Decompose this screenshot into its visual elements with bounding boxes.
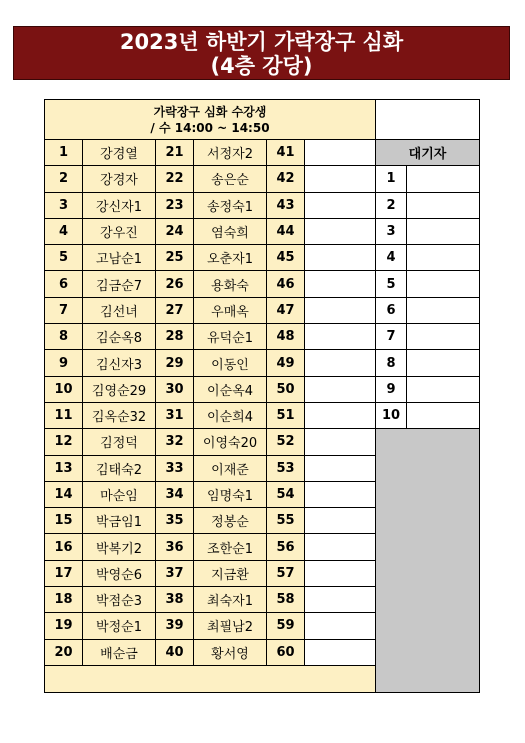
student-name-empty: [305, 508, 376, 534]
seat-number: 10: [45, 376, 83, 402]
seat-number: 17: [45, 560, 83, 586]
student-name: 김순옥8: [83, 324, 156, 350]
table-row: [45, 324, 480, 350]
student-name: 최숙자1: [194, 587, 267, 613]
seat-number: 36: [156, 534, 194, 560]
student-name: 강신자1: [83, 192, 156, 218]
seat-number: 30: [156, 376, 194, 402]
seat-number: 8: [45, 324, 83, 350]
waitlist-number: 8: [376, 350, 407, 376]
waitlist-header-spacer: [376, 100, 480, 140]
seat-number: 4: [45, 218, 83, 244]
seat-number: 56: [267, 534, 305, 560]
seat-number: 7: [45, 297, 83, 323]
student-name-empty: [305, 639, 376, 665]
waitlist-name-empty: [407, 245, 480, 271]
seat-number: 28: [156, 324, 194, 350]
seat-number: 5: [45, 245, 83, 271]
waitlist-title: 대기자: [376, 140, 480, 166]
student-name: 마순임: [83, 481, 156, 507]
title-banner: [13, 26, 510, 80]
seat-number: 14: [45, 481, 83, 507]
table-row: [45, 271, 480, 297]
student-name: 정봉순: [194, 508, 267, 534]
seat-number: 12: [45, 429, 83, 455]
seat-number: 54: [267, 481, 305, 507]
student-name: 조한순1: [194, 534, 267, 560]
roster-table: [44, 99, 480, 693]
student-name: 김옥순32: [83, 402, 156, 428]
student-name: 최필남2: [194, 613, 267, 639]
table-row: [45, 402, 480, 428]
student-name: 지금환: [194, 560, 267, 586]
student-name: 우매옥: [194, 297, 267, 323]
seat-number: 42: [267, 166, 305, 192]
seat-number: 23: [156, 192, 194, 218]
title-line-2: (4층 강당): [210, 54, 313, 78]
student-name-empty: [305, 613, 376, 639]
seat-number: 25: [156, 245, 194, 271]
student-name-empty: [305, 560, 376, 586]
table-row: [45, 245, 480, 271]
student-name: 박점순3: [83, 587, 156, 613]
student-name-empty: [305, 245, 376, 271]
student-name-empty: [305, 324, 376, 350]
seat-number: 51: [267, 402, 305, 428]
footer-cell: [45, 665, 376, 692]
waitlist-gray-area: [376, 429, 480, 693]
student-name: 이재준: [194, 455, 267, 481]
title-line-1: 2023년 하반기 가락장구 심화: [119, 30, 404, 54]
seat-number: 31: [156, 402, 194, 428]
student-name: 강경열: [83, 140, 156, 166]
waitlist-number: 6: [376, 297, 407, 323]
student-name: 송은순: [194, 166, 267, 192]
student-name: 송정숙1: [194, 192, 267, 218]
seat-number: 39: [156, 613, 194, 639]
waitlist-name-empty: [407, 192, 480, 218]
seat-number: 45: [267, 245, 305, 271]
waitlist-name-empty: [407, 166, 480, 192]
student-name-empty: [305, 402, 376, 428]
seat-number: 19: [45, 613, 83, 639]
seat-number: 21: [156, 140, 194, 166]
student-name: 용화숙: [194, 271, 267, 297]
waitlist-number: 3: [376, 218, 407, 244]
seat-number: 15: [45, 508, 83, 534]
student-name: 황서영: [194, 639, 267, 665]
seat-number: 1: [45, 140, 83, 166]
seat-number: 32: [156, 429, 194, 455]
waitlist-name-empty: [407, 324, 480, 350]
waitlist-number: 4: [376, 245, 407, 271]
student-name: 이순희4: [194, 402, 267, 428]
seat-number: 53: [267, 455, 305, 481]
student-name-empty: [305, 271, 376, 297]
student-name-empty: [305, 297, 376, 323]
student-name-empty: [305, 166, 376, 192]
table-row: [45, 140, 480, 166]
student-name: 박정순1: [83, 613, 156, 639]
waitlist-name-empty: [407, 218, 480, 244]
student-name: 염숙희: [194, 218, 267, 244]
waitlist-name-empty: [407, 350, 480, 376]
seat-number: 40: [156, 639, 194, 665]
student-name: 김정덕: [83, 429, 156, 455]
seat-number: 41: [267, 140, 305, 166]
student-name: 서정자2: [194, 140, 267, 166]
student-name: 유덕순1: [194, 324, 267, 350]
student-name: 배순금: [83, 639, 156, 665]
student-name: 김금순7: [83, 271, 156, 297]
student-name: 임명숙1: [194, 481, 267, 507]
seat-number: 26: [156, 271, 194, 297]
seat-number: 24: [156, 218, 194, 244]
student-name-empty: [305, 429, 376, 455]
waitlist-number: 2: [376, 192, 407, 218]
roster-header-line-1: 가락장구 심화 수강생: [153, 104, 267, 119]
seat-number: 6: [45, 271, 83, 297]
student-name-empty: [305, 534, 376, 560]
table-row: [45, 166, 480, 192]
seat-number: 48: [267, 324, 305, 350]
student-name-empty: [305, 455, 376, 481]
table-row: [45, 192, 480, 218]
seat-number: 35: [156, 508, 194, 534]
student-name: 김태숙2: [83, 455, 156, 481]
student-name: 이순옥4: [194, 376, 267, 402]
waitlist-number: 10: [376, 402, 407, 428]
student-name-empty: [305, 481, 376, 507]
seat-number: 33: [156, 455, 194, 481]
table-row: [45, 350, 480, 376]
waitlist-number: 5: [376, 271, 407, 297]
seat-number: 2: [45, 166, 83, 192]
seat-number: 44: [267, 218, 305, 244]
waitlist-number: 9: [376, 376, 407, 402]
student-name-empty: [305, 192, 376, 218]
seat-number: 20: [45, 639, 83, 665]
seat-number: 47: [267, 297, 305, 323]
seat-number: 57: [267, 560, 305, 586]
table-row: [45, 297, 480, 323]
waitlist-name-empty: [407, 402, 480, 428]
seat-number: 52: [267, 429, 305, 455]
student-name: 박금임1: [83, 508, 156, 534]
seat-number: 18: [45, 587, 83, 613]
seat-number: 55: [267, 508, 305, 534]
student-name-empty: [305, 587, 376, 613]
waitlist-name-empty: [407, 297, 480, 323]
seat-number: 11: [45, 402, 83, 428]
student-name: 강우진: [83, 218, 156, 244]
student-name: 이영숙20: [194, 429, 267, 455]
student-name-empty: [305, 218, 376, 244]
student-name-empty: [305, 350, 376, 376]
student-name: 고남순1: [83, 245, 156, 271]
seat-number: 9: [45, 350, 83, 376]
student-name: 김선녀: [83, 297, 156, 323]
seat-number: 50: [267, 376, 305, 402]
table-row: [45, 218, 480, 244]
seat-number: 60: [267, 639, 305, 665]
seat-number: 58: [267, 587, 305, 613]
waitlist-number: 7: [376, 324, 407, 350]
seat-number: 34: [156, 481, 194, 507]
seat-number: 29: [156, 350, 194, 376]
seat-number: 59: [267, 613, 305, 639]
seat-number: 49: [267, 350, 305, 376]
seat-number: 13: [45, 455, 83, 481]
student-name: 박복기2: [83, 534, 156, 560]
waitlist-name-empty: [407, 376, 480, 402]
seat-number: 27: [156, 297, 194, 323]
seat-number: 38: [156, 587, 194, 613]
student-name: 박영순6: [83, 560, 156, 586]
roster-header: [45, 100, 376, 140]
student-name: 강경자: [83, 166, 156, 192]
seat-number: 16: [45, 534, 83, 560]
table-row: [45, 429, 480, 455]
student-name-empty: [305, 376, 376, 402]
student-name-empty: [305, 140, 376, 166]
student-name: 김신자3: [83, 350, 156, 376]
seat-number: 43: [267, 192, 305, 218]
student-name: 김영순29: [83, 376, 156, 402]
table-row: [45, 376, 480, 402]
waitlist-number: 1: [376, 166, 407, 192]
seat-number: 3: [45, 192, 83, 218]
roster-header-line-2: / 수 14:00 ~ 14:50: [150, 120, 270, 135]
student-name: 오춘자1: [194, 245, 267, 271]
waitlist-name-empty: [407, 271, 480, 297]
seat-number: 37: [156, 560, 194, 586]
seat-number: 46: [267, 271, 305, 297]
seat-number: 22: [156, 166, 194, 192]
student-name: 이동인: [194, 350, 267, 376]
